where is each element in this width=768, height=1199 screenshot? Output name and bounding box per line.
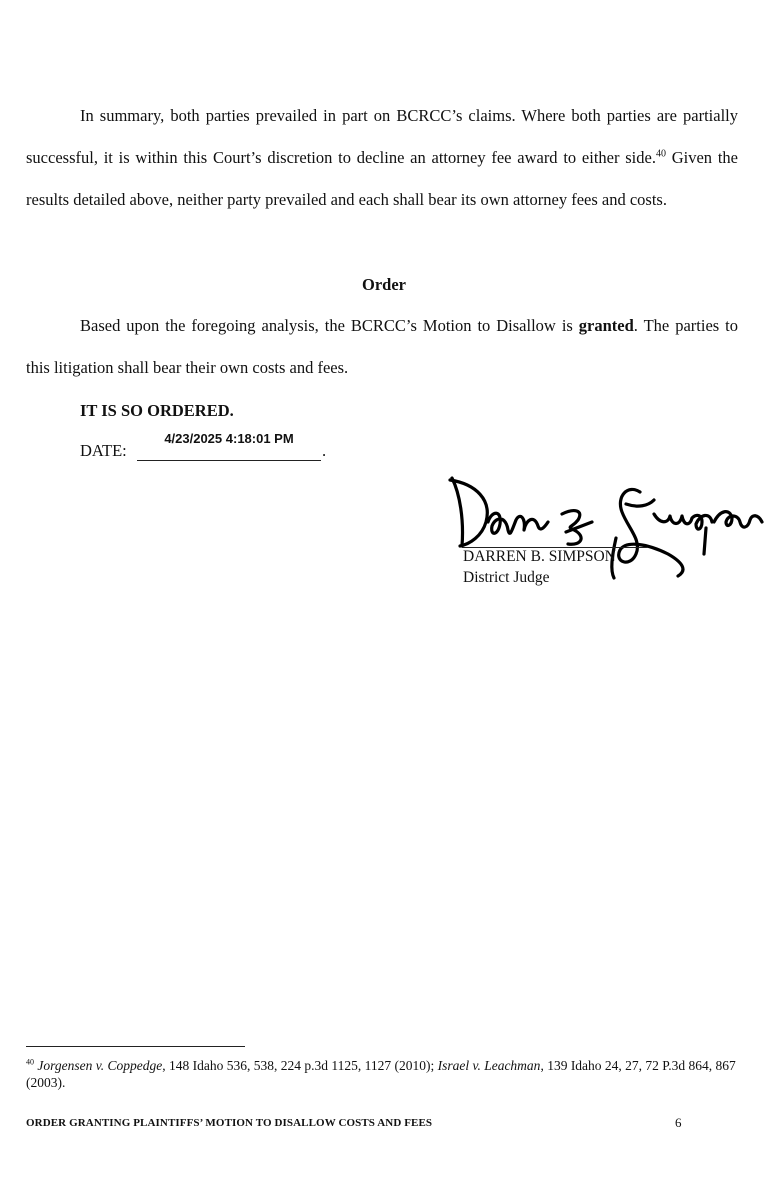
summary-paragraph (26, 95, 738, 221)
order-text-1: Based upon the foregoing analysis, the BCRCC’s Motion to Disallow is (80, 316, 579, 335)
footnote-cite-2: , 139 Idaho 24, 27, 72 P.3d 864, 867 (2003). (26, 1058, 736, 1090)
date-label: DATE: (80, 441, 127, 460)
order-granted: granted (578, 316, 634, 335)
footnote-reference: 40 (655, 148, 666, 160)
so-ordered-line: IT IS SO ORDERED. (80, 401, 234, 420)
footer-title: ORDER GRANTING PLAINTIFFS’ MOTION TO DISALLOW COSTS AND FEES (26, 1117, 433, 1129)
judge-name: DARREN B. SIMPSON (463, 548, 616, 565)
order-paragraph (26, 305, 738, 389)
date-underline (137, 460, 321, 461)
footnote-number: 40 (26, 1057, 34, 1067)
summary-text-1: In summary, both parties prevailed in part on BCRCC’s claims. Where both parties are partially successful, it is within this Court’s discretion to decline an attorney fee award to either side. (26, 106, 738, 167)
date-period: . (322, 441, 327, 460)
footnote-divider (26, 1046, 245, 1047)
order-heading: Order (362, 275, 406, 294)
footnote-40 (26, 1057, 738, 1091)
footnote-case-2: Israel v. Leachman (437, 1058, 541, 1073)
footnote-case-1: Jorgensen v. Coppedge (37, 1058, 163, 1073)
page-number: 6 (675, 1115, 682, 1130)
summary-text-2: Given the results detailed above, neither party prevailed and each shall bear its own attorney fees and costs. (26, 148, 738, 209)
date-value: 4/23/2025 4:18:01 PM (164, 431, 294, 446)
footnote-cite-1: , 148 Idaho 536, 538, 224 p.3d 1125, 1127 (2010); (162, 1058, 438, 1073)
order-text-2: . The parties to this litigation shall bear their own costs and fees. (26, 316, 739, 377)
judge-title: District Judge (463, 569, 550, 586)
